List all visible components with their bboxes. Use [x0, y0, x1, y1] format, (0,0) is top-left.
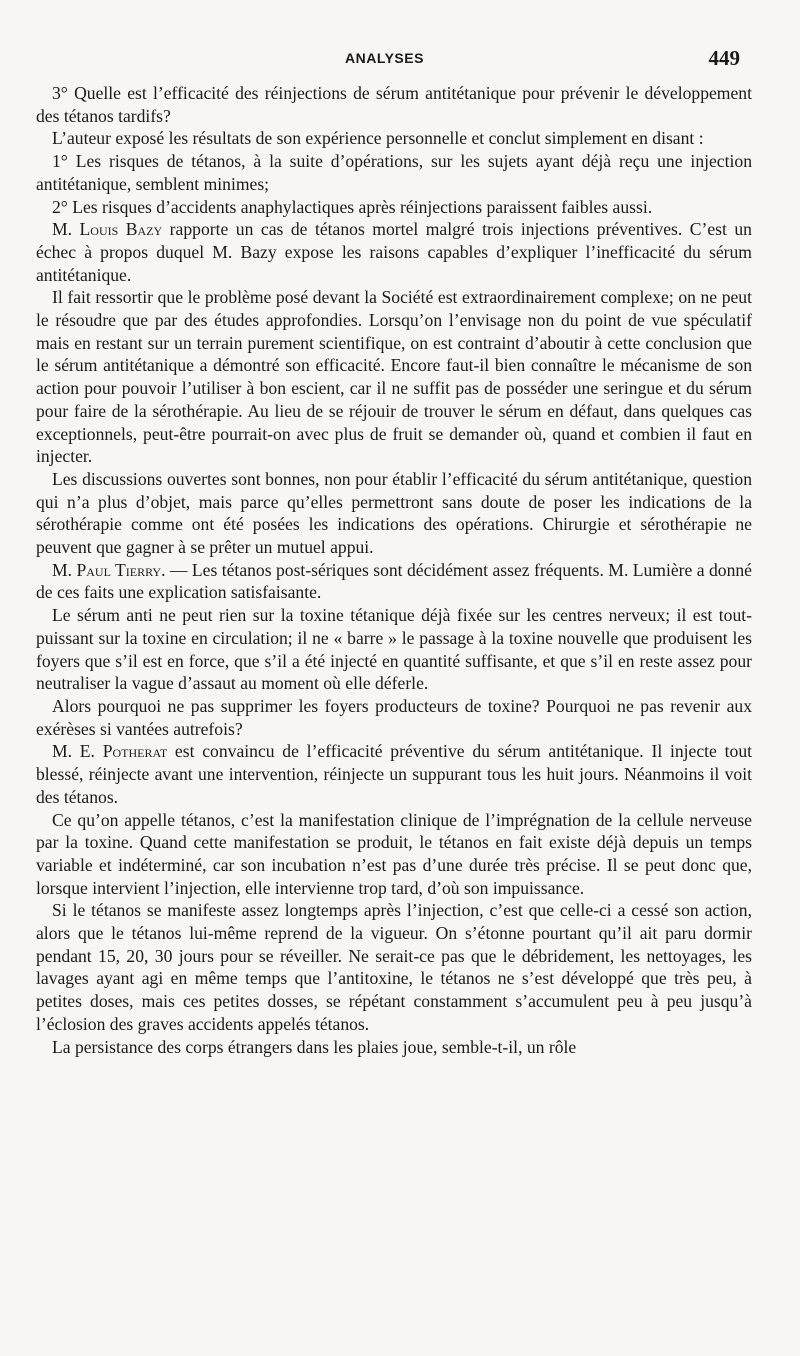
paragraph — [36, 218, 752, 286]
page-header — [0, 46, 800, 74]
page-number: 449 — [708, 46, 740, 70]
paragraph: L’auteur exposé les résultats de son expérience personnelle et conclut simplement en disant : — [52, 128, 704, 149]
paragraph: Si le tétanos se manifeste assez longtemps après l’injection, c’est que celle-ci a cessé son action, alors que le tétanos lui-même reprend de la vigueur. On s’étonne pourtant qu’il ait paru dormir pendant 15, 20, 30 jours pour se réveiller. Ne serait-ce pas que le débridement, les nettoyages, les lavages ayant agi en même temps que l’antitoxine, le tétanos ne s’est développé que très peu, à petites doses, mais ces petites dosses, se répétant constamment s’accumulent peu à peu jusqu’à l’éclosion des graves accidents appelés tétanos. — [36, 900, 752, 1034]
author-name: M. Louis Bazy — [52, 219, 163, 240]
paragraph — [36, 559, 752, 604]
paragraph: 2° Les risques d’accidents anaphylactiques après réinjections paraissent faibles aussi. — [52, 196, 653, 217]
paragraph: Alors pourquoi ne pas supprimer les foyers producteurs de toxine? Pourquoi ne pas revenir aux exérèses si vantées autrefois? — [36, 695, 752, 739]
paragraph: 1° Les risques de tétanos, à la suite d’opérations, sur les sujets ayant déjà reçu une injection antitétanique, semblent minimes; — [36, 151, 752, 194]
author-name: M. E. Potherat — [52, 741, 168, 762]
body-text — [36, 82, 752, 1058]
paragraph-text: est convaincu de l’efficacité préventive du sérum antitétanique. Il injecte tout blessé, réinjecte avant une intervention, réinjecte un suppurant tous les huit jours. Néanmoins il voit des tétanos. — [36, 741, 752, 807]
paragraph-text: rapporte un cas de tétanos mortel malgré trois injections préventives. C’est un échec à propos duquel M. Bazy expose les raisons capables d’expliquer l’inefficacité du sérum antitétanique. — [36, 219, 752, 285]
paragraph — [36, 740, 752, 808]
author-name: M. Paul Tierry — [52, 559, 162, 580]
paragraph: Ce qu’on appelle tétanos, c’est la manifestation clinique de l’imprégnation de la cellule nerveuse par la toxine. Quand cette manifestation se produit, le tétanos en fait existe déjà depuis un temps variable et indéterminé, car son incubation n’est pas d’une durée très précise. Il se peut donc que, lorsque intervient l’injection, elle intervienne trop tard, d’où son impuissance. — [36, 809, 752, 898]
paragraph-text: . — Les tétanos post-sériques sont décidément assez fréquents. M. Lumière a donné de ces faits une explication satisfaisante. — [36, 559, 752, 603]
paragraph: Les discussions ouvertes sont bonnes, non pour établir l’efficacité du sérum antitétanique, question qui n’a plus d’objet, mais parce qu’elles permettront sans doute de poser les indications de la sérothérapie comme ont été posées les indications des opérations. Chirurgie et sérothérapie ne peuvent que gagner à se prêter un mutuel appui. — [36, 468, 752, 558]
paragraph: Il fait ressortir que le problème posé devant la Société est extraordinairement complexe; on ne peut le résoudre que par des études approfondies. Lorsqu’on l’envisage non du point de vue spéculatif mais en restant sur un terrain purement scientifique, on est contraint d’aboutir à cette conclusion que le sérum antitétanique a démontré son efficacité. Encore faut-il bien connaître le mécanisme de son action pour pouvoir l’utiliser à bon escient, car il ne suffit pas de posséder une seringue et du sérum pour faire de la sérothérapie. Au lieu de se réjouir de trouver le sérum en défaut, dans quelques cas exceptionnels, peut-être pourrait-on avec plus de fruit se demander où, quand et combien il faut en injecter. — [36, 287, 752, 467]
running-title: ANALYSES — [345, 50, 424, 66]
paragraph: La persistance des corps étrangers dans les plaies joue, semble-t-il, un rôle — [52, 1036, 577, 1057]
paragraph: 3° Quelle est l’efficacité des réinjections de sérum antitétanique pour prévenir le développement des tétanos tardifs? — [36, 83, 752, 126]
paragraph: Le sérum anti ne peut rien sur la toxine tétanique déjà fixée sur les centres nerveux; il est tout-puissant sur la toxine en circulation; il ne « barre » le passage à la toxine nouvelle que produisent les foyers que s’il est en force, que s’il a été injecté en quantité suffisante, et que s’il en reste assez pour neutraliser la vague d’assaut au moment où elle déferle. — [36, 605, 752, 694]
